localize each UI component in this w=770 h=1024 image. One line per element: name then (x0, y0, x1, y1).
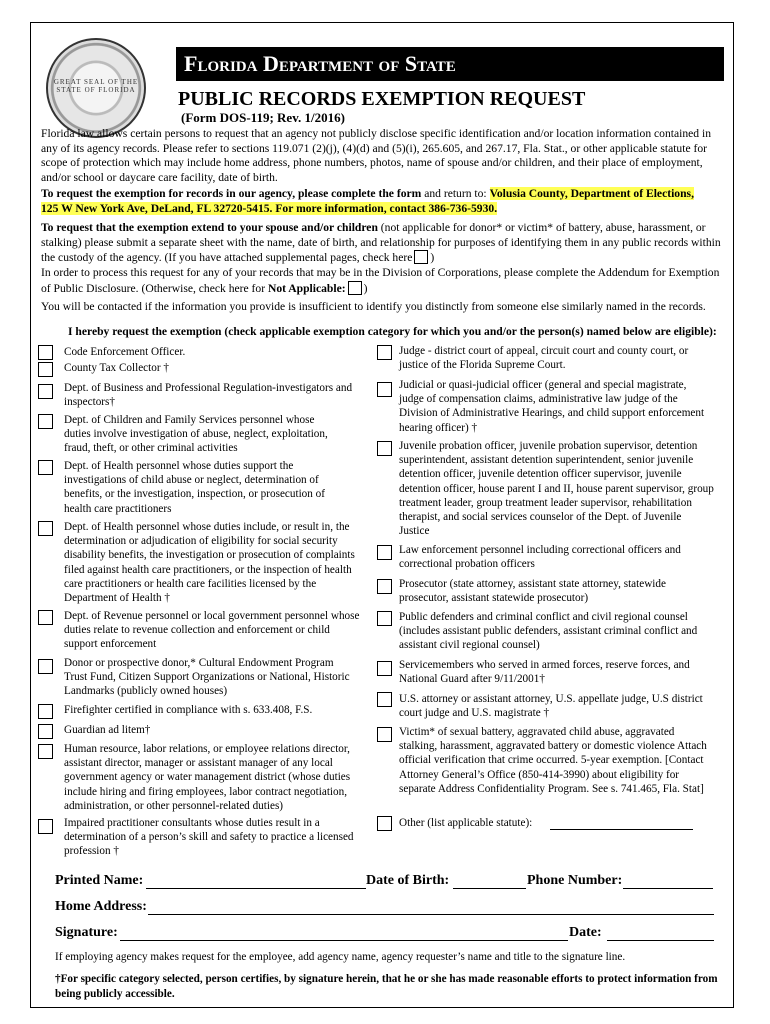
dor-personnel-checkbox[interactable] (38, 610, 53, 625)
judicial-officer-label: Judicial or quasi-judicial officer (general and special magistrate, judge of compensation claims, administrative law judge of the Division of Administrative Hearings, and child support enforcement hearing officer) † (399, 379, 705, 434)
public-defenders-label: Public defenders and criminal conflict and civil regional counsel (includes assistant public defenders, assistant criminal conflict and assistant civil regional counsel) (399, 611, 698, 652)
law-enforcement-label: Law enforcement personnel including correctional officers and correctional probation officers (399, 544, 681, 571)
date-of-birth-field[interactable] (453, 888, 526, 889)
servicemembers-checkbox[interactable] (377, 661, 392, 676)
public-defenders-checkbox[interactable] (377, 611, 392, 626)
department-header (176, 47, 724, 81)
spouse-children-instructions (41, 221, 721, 266)
corporations-text: In order to process this request for any of your records that may be in the Division of Corporations, please complete the Addendum for Exemption of Public Disclosure. (Otherwise, check here for (41, 266, 720, 295)
doh-investigations-label: Dept. of Health personnel whose duties support the investigations of child abuse or neglect, determination of benefits, or the investigation, inspection, or prosecution of health care practitioners (64, 460, 325, 515)
spouse-children-end: ) (430, 251, 435, 264)
doh-disability-label: Dept. of Health personnel whose duties include, or result in, the determination or adjudication of eligibility for social security disability benefits, the investigation or prosecution of complaints filed against health care practitioners, or the inspection of health care practitioners or health care facilities licensed by the Department of Health † (64, 521, 355, 605)
code-enforcement-checkbox[interactable] (38, 345, 53, 360)
other-statute-field[interactable] (550, 829, 693, 830)
human-resource-label: Human resource, labor relations, or employee relations director, assistant director, manager or assistant manager of any local government agency or water management district (whose duties include hiring and firing employees, labor contract negotiation, administration, or other personnel-related duties) (64, 743, 351, 812)
us-attorney-checkbox[interactable] (377, 692, 392, 707)
signature-label: Signature: (55, 925, 118, 940)
law-enforcement-checkbox[interactable] (377, 545, 392, 560)
intro-paragraph: Florida law allows certain persons to request that an agency not publicly disclose specific identification and/or location information contained in any of its agency records. Please refer to sections 119.071 (2)(j), (4)(d) and (5)(i), 265.605, and 267.17, Fla. Stat., or other applicable statute for scope of protection which may include home address, phone numbers, photos, name of spouse and/or children, and their place of employment, and/or school or daycare care facility, date of birth. (41, 127, 711, 184)
impaired-practitioner-checkbox[interactable] (38, 819, 53, 834)
judicial-officer-checkbox[interactable] (377, 382, 392, 397)
dcf-personnel-checkbox[interactable] (38, 414, 53, 429)
printed-name-field[interactable] (146, 888, 366, 889)
county-tax-collector-label: County Tax Collector † (64, 362, 169, 374)
date-of-birth-label: Date of Birth: (366, 873, 450, 888)
other-statute-checkbox[interactable] (377, 816, 392, 831)
firefighter-label: Firefighter certified in compliance with s. 633.408, F.S. (64, 704, 313, 716)
phone-number-label: Phone Number: (527, 873, 623, 888)
victim-label: Victim* of sexual battery, aggravated child abuse, aggravated stalking, harassment, aggravated battery or domestic violence Attach official verification that crime occurred. 5-year exemption. [Contact Attorney General’s Office (850-414-3990) about eligibility for separate Address Confidentiality Program. See s. 741.465, Fla. Stat] (399, 726, 707, 795)
seal-label: GREAT SEAL OF THE STATE OF FLORIDA (53, 78, 139, 94)
department-name: Florida Department of State (184, 51, 456, 76)
signature-field[interactable] (120, 940, 568, 941)
date-label: Date: (569, 925, 602, 940)
human-resource-checkbox[interactable] (38, 744, 53, 759)
home-address-field[interactable] (148, 914, 714, 915)
prosecutor-label: Prosecutor (state attorney, assistant state attorney, statewide prosecutor, assistant statewide prosecutor) (399, 578, 666, 605)
certification-note: †For specific category selected, person certifies, by signature herein, that he or she has made reasonable efforts to protect information from being publicly accessible. (55, 973, 718, 1000)
dbpr-investigators-checkbox[interactable] (38, 384, 53, 399)
contact-notice: You will be contacted if the information you provide is insufficient to identify you distinctly from someone else similarly named in the records. (41, 300, 706, 313)
dbpr-investigators-label: Dept. of Business and Professional Regulation-investigators and inspectors† (64, 382, 353, 409)
spouse-children-text: (not applicable for donor* or victim* of battery, abuse, harassment, or stalking) please submit a separate sheet with the name, date of birth, and relationship for purposes of identifying them in any public records within the custody of the agency. (If you have attached supplemental pages, check here (41, 221, 721, 264)
not-applicable-label: Not Applicable: (267, 281, 346, 295)
return-instructions (41, 187, 721, 216)
return-instructions-lead: To request the exemption for records in our agency, please complete the form (41, 187, 422, 200)
corporations-instructions (41, 266, 721, 296)
form-number: (Form DOS-119; Rev. 1/2016) (181, 110, 345, 125)
request-heading: I hereby request the exemption (check applicable exemption category for which you and/or the person(s) named below are eligible): (68, 325, 717, 338)
prosecutor-checkbox[interactable] (377, 579, 392, 594)
county-tax-collector-checkbox[interactable] (38, 362, 53, 377)
home-address-label: Home Address: (55, 899, 147, 914)
firefighter-checkbox[interactable] (38, 704, 53, 719)
doh-investigations-checkbox[interactable] (38, 460, 53, 475)
us-attorney-label: U.S. attorney or assistant attorney, U.S. appellate judge, U.S district court judge and U.S. magistrate † (399, 693, 703, 720)
doh-disability-checkbox[interactable] (38, 521, 53, 536)
corporations-end: ) (363, 281, 368, 295)
guardian-ad-litem-checkbox[interactable] (38, 724, 53, 739)
employer-note: If employing agency makes request for the employee, add agency name, agency requester’s name and title to the signature line. (55, 951, 626, 963)
dcf-personnel-label: Dept. of Children and Family Services personnel whose duties involve investigation of abuse, neglect, exploitation, fraud, theft, or other criminal activities (64, 414, 328, 455)
spouse-children-lead: To request that the exemption extend to your spouse and/or children (41, 221, 378, 234)
code-enforcement-label: Code Enforcement Officer. (64, 346, 186, 358)
donor-checkbox[interactable] (38, 659, 53, 674)
dor-personnel-label: Dept. of Revenue personnel or local government personnel whose duties relate to revenue collection and enforcement or child support enforcement (64, 610, 360, 651)
return-address-line2: 125 W New York Ave, DeLand, FL 32720-5415. For more information, contact 386-736-5930. (41, 201, 498, 215)
printed-name-label: Printed Name: (55, 873, 144, 888)
victim-checkbox[interactable] (377, 727, 392, 742)
juvenile-probation-checkbox[interactable] (377, 441, 392, 456)
return-instructions-and: and return to: (421, 187, 490, 200)
juvenile-probation-label: Juvenile probation officer, juvenile probation supervisor, detention superintendent, assistant detention superintendent, senior juvenile detention officer, juvenile detention officer supervisor, juvenile detention officer, house parent I and II, house parent supervisor, group treatment leader, group treatment leader supervisor, rehabilitation therapist, and social services counselor of the Dept. of Juvenile Justice (399, 440, 714, 538)
judge-label: Judge - district court of appeal, circuit court and county court, or justice of the Florida Supreme Court. (399, 345, 689, 372)
other-statute-label: Other (list applicable statute): (399, 817, 533, 829)
judge-checkbox[interactable] (377, 345, 392, 360)
florida-seal-icon (46, 38, 146, 138)
not-applicable-checkbox[interactable] (348, 281, 362, 295)
donor-label: Donor or prospective donor,* Cultural Endowment Program Trust Fund, Citizen Support Organizations or National, Historic Landmarks (publicly owned houses) (64, 657, 350, 698)
return-address-line1: Volusia County, Department of Elections, (489, 187, 694, 200)
supplemental-pages-checkbox[interactable] (414, 250, 428, 264)
form-title: PUBLIC RECORDS EXEMPTION REQUEST (178, 88, 586, 110)
guardian-ad-litem-label: Guardian ad litem† (64, 724, 151, 736)
impaired-practitioner-label: Impaired practitioner consultants whose duties result in a determination of a person’s skill and safety to practice a licensed profession † (64, 817, 354, 858)
date-field[interactable] (607, 940, 714, 941)
servicemembers-label: Servicemembers who served in armed forces, reserve forces, and National Guard after 9/11/2001† (399, 659, 690, 686)
phone-number-field[interactable] (623, 888, 713, 889)
